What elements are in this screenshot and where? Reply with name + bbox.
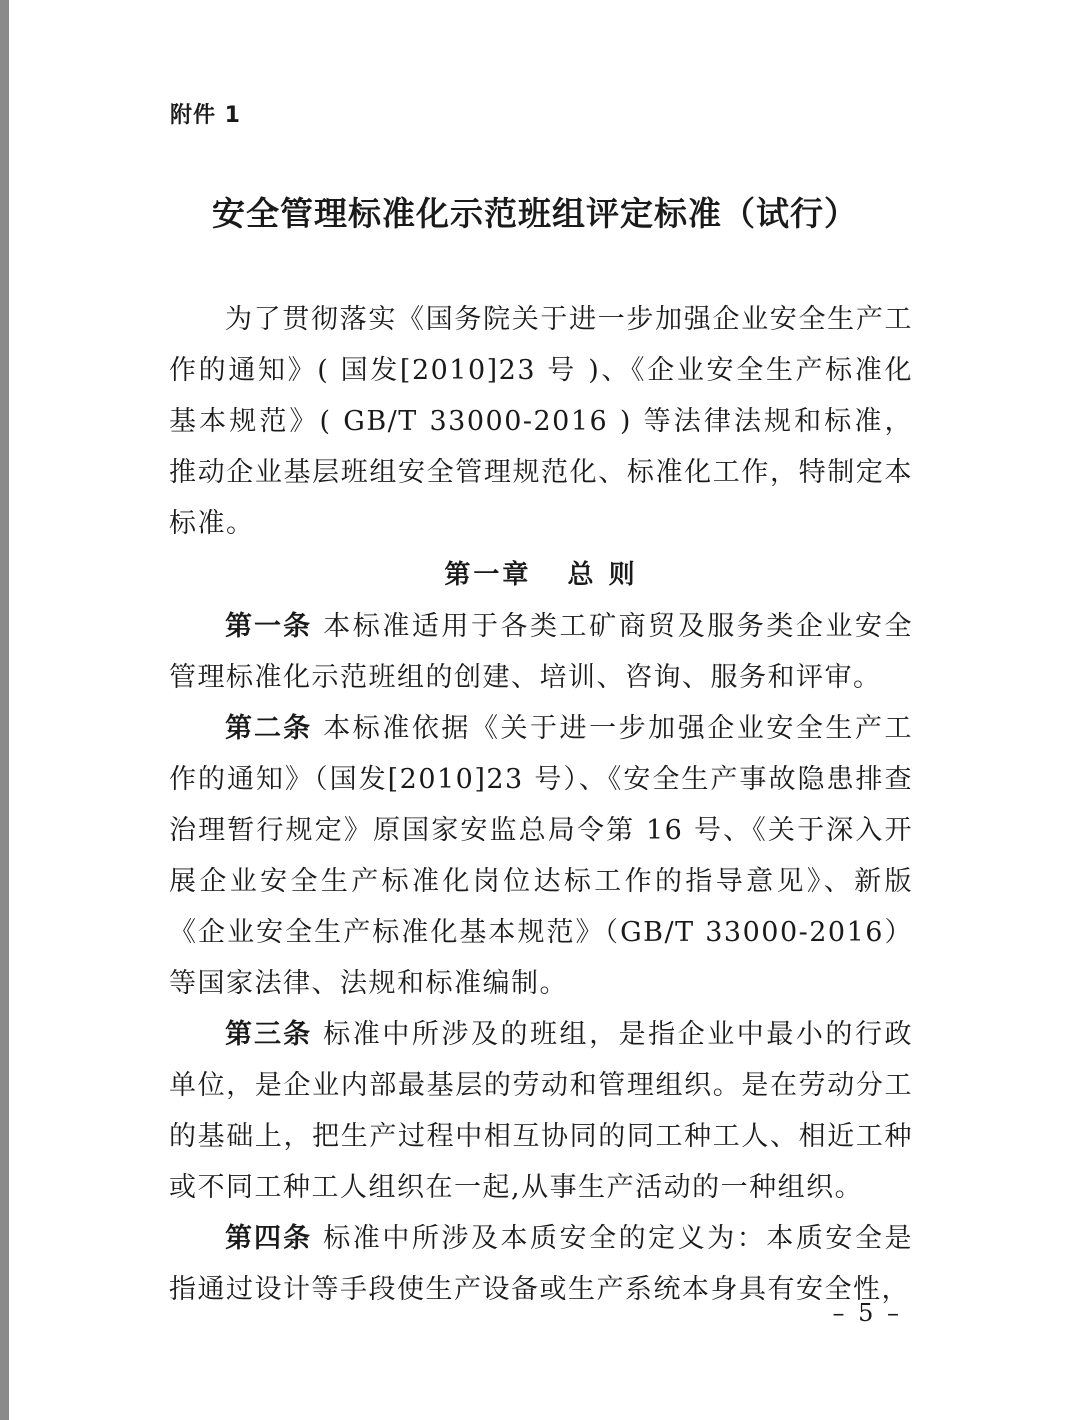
article-3-label: 第三条 [225, 1019, 313, 1050]
article-4-text: 标准中所涉及本质安全的定义为：本质安全是指通过设计等手段使生产设备或生产系统本身具有安全性， [169, 1223, 913, 1305]
intro-paragraph: 为了贯彻落实《国务院关于进一步加强企业安全生产工作的通知》( 国发[2010]23 号 )、《企业安全生产标准化基本规范》( GB/T 33000-2016 ) 等法律法规和标准，推动企业基层班组安全管理规范化、标准化工作，特制定本标准。 [169, 304, 913, 539]
article-4-label: 第四条 [225, 1223, 313, 1254]
article-4 [169, 1213, 913, 1315]
document-title: 安全管理标准化示范班组评定标准（试行） [212, 194, 858, 233]
article-1-text: 本标准适用于各类工矿商贸及服务类企业安全管理标准化示范班组的创建、培训、咨询、服务和评审。 [169, 611, 913, 693]
attachment-label: 附件 1 [170, 103, 241, 128]
article-2-label: 第二条 [225, 713, 313, 744]
article-1-label: 第一条 [225, 611, 313, 642]
article-1 [169, 601, 913, 703]
article-3-text: 标准中所涉及的班组，是指企业中最小的行政单位，是企业内部最基层的劳动和管理组织。是在劳动分工的基础上，把生产过程中相互协同的同工种工人、相近工种或不同工种工人组织在一起,从事生产活动的一种组织。 [169, 1019, 913, 1203]
article-2 [169, 703, 913, 1009]
chapter-heading: 第一章 总 则 [444, 560, 638, 590]
page-number: – 5 – [832, 1299, 902, 1327]
document-body [169, 294, 913, 1315]
article-3 [169, 1009, 913, 1213]
article-2-text: 本标准依据《关于进一步加强企业安全生产工作的通知》（国发[2010]23 号）、《安全生产事故隐患排查治理暂行规定》原国家安监总局令第 16 号、《关于深入开展企业安全生产标准化岗位达标工作的指导意见》、新版《企业安全生产标准化基本规范》（GB/T 33000-2016）等国家法律、法规和标准编制。 [169, 713, 913, 999]
